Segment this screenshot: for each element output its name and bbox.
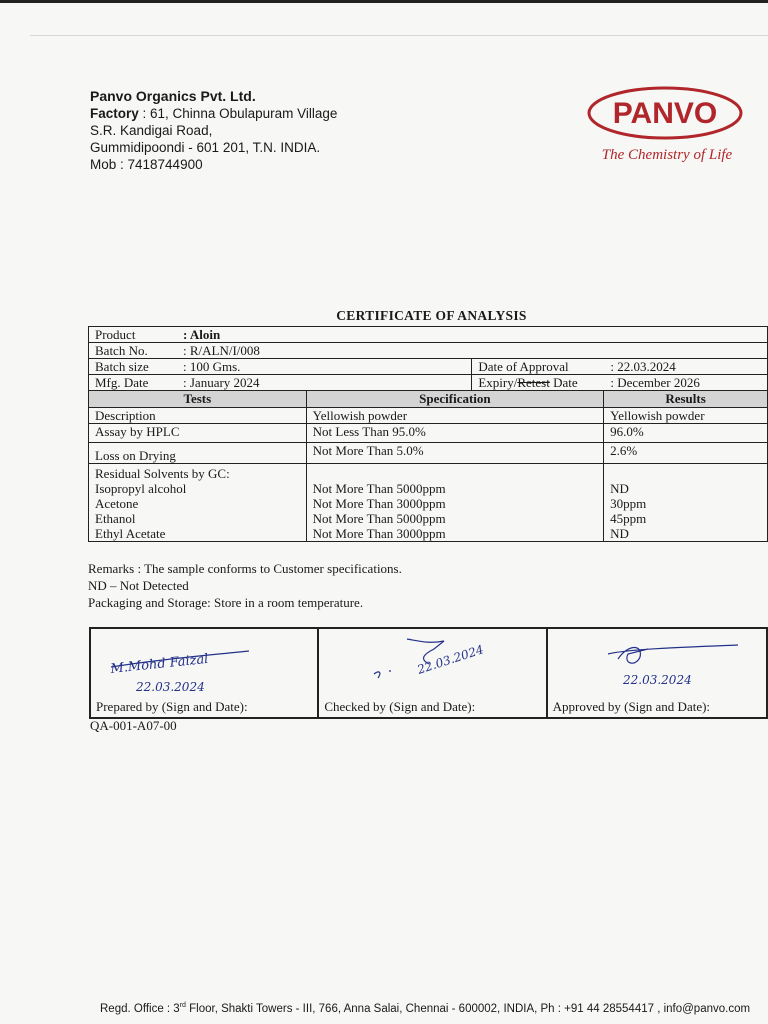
checked-by-label: Checked by (Sign and Date):	[324, 699, 476, 714]
table-row: Loss on Drying Not More Than 5.0% 2.6%	[89, 443, 768, 464]
address-line3: Gummidipoondi - 601 201, T.N. INDIA.	[90, 140, 321, 155]
solvent-spec: Not More Than 5000ppm	[312, 481, 446, 496]
solvent-spec: Not More Than 3000ppm	[312, 526, 446, 541]
address-line2: S.R. Kandigai Road,	[90, 123, 213, 138]
batch-size-row: Batch size : 100 Gms. Date of Approval : 22.03.2024	[89, 359, 768, 375]
solvent-name: Ethyl Acetate	[95, 526, 166, 541]
header-specification: Specification	[306, 391, 604, 408]
remarks-line: Remarks : The sample conforms to Customer specifications.	[88, 561, 402, 576]
svg-text:22.03.2024: 22.03.2024	[136, 680, 205, 694]
remarks-block	[88, 560, 402, 611]
solvent-name: Acetone	[95, 496, 139, 511]
table-row: Assay by HPLC Not Less Than 95.0% 96.0%	[89, 424, 768, 443]
expiry-date-value: : December 2026	[610, 375, 700, 390]
solvent-result: 30ppm	[610, 496, 647, 511]
prepared-signature	[91, 629, 320, 699]
expiry-label: Expiry/Retest Date	[478, 375, 578, 390]
checked-by-cell	[318, 628, 546, 718]
checked-signature	[319, 629, 548, 699]
regd-office-footer: Regd. Office : 3rd Floor, Shakti Towers - III, 766, Anna Salai, Chennai - 600002, INDIA, Ph : +91 44 28554417 , info@panvo.com	[100, 1002, 751, 1015]
mfg-date-row: Mfg. Date : January 2024 Expiry/Retest Date : December 2026	[89, 375, 768, 391]
factory-address	[90, 105, 337, 122]
logo-text: PANVO	[612, 97, 718, 130]
analysis-table	[88, 326, 768, 542]
product-row: Product : Aloin	[89, 327, 768, 343]
header-tests: Tests	[89, 391, 307, 408]
batch-no-row: Batch No. : R/ALN/I/008	[89, 343, 768, 359]
company-name: Panvo Organics Pvt. Ltd.	[90, 88, 256, 104]
residual-solvents-row	[89, 464, 768, 542]
product-value: : Aloin	[183, 327, 221, 342]
solvent-spec: Not More Than 5000ppm	[312, 511, 446, 526]
solvents-heading: Residual Solvents by GC:	[95, 466, 230, 481]
top-border-line	[0, 0, 768, 3]
svg-text:22.03.2024: 22.03.2024	[622, 673, 692, 687]
solvent-result: ND	[610, 481, 629, 496]
packaging-storage: Packaging and Storage: Store in a room temperature.	[88, 595, 364, 610]
approved-by-label: Approved by (Sign and Date):	[552, 699, 711, 714]
table-header-row	[89, 391, 768, 408]
prepared-by-cell	[90, 628, 318, 718]
table-row: Description Yellowish powder Yellowish powder	[89, 408, 768, 424]
prepared-by-label: Prepared by (Sign and Date):	[96, 699, 248, 714]
solvent-spec: Not More Than 3000ppm	[312, 496, 446, 511]
mobile-number: Mob : 7418744900	[90, 157, 203, 172]
header-results: Results	[604, 391, 768, 408]
faint-divider	[30, 35, 768, 36]
nd-legend: ND – Not Detected	[88, 578, 189, 593]
panvo-logo	[585, 85, 745, 165]
solvent-result: 45ppm	[610, 511, 647, 526]
logo-tagline: The Chemistry of Life	[601, 147, 733, 163]
company-header	[90, 88, 337, 173]
certificate-title: CERTIFICATE OF ANALYSIS	[336, 308, 527, 323]
solvent-result: ND	[610, 526, 629, 541]
batch-size-value: : 100 Gms.	[183, 359, 241, 374]
approved-by-cell	[547, 628, 767, 718]
solvent-name: Isopropyl alcohol	[95, 481, 187, 496]
factory-line1: : 61, Chinna Obulapuram Village	[138, 106, 338, 121]
approved-signature	[548, 629, 768, 699]
batch-no-value: : R/ALN/I/008	[183, 343, 260, 358]
svg-text:22.03.2024: 22.03.2024	[415, 642, 486, 677]
signature-table	[89, 627, 768, 719]
factory-label: Factory	[90, 106, 139, 121]
solvent-name: Ethanol	[95, 511, 136, 526]
approval-date-value: : 22.03.2024	[610, 359, 676, 374]
svg-text:M.Mohd Faizal: M.Mohd Faizal	[109, 651, 210, 677]
form-code: QA-001-A07-00	[90, 718, 177, 733]
mfg-date-value: : January 2024	[183, 375, 260, 390]
